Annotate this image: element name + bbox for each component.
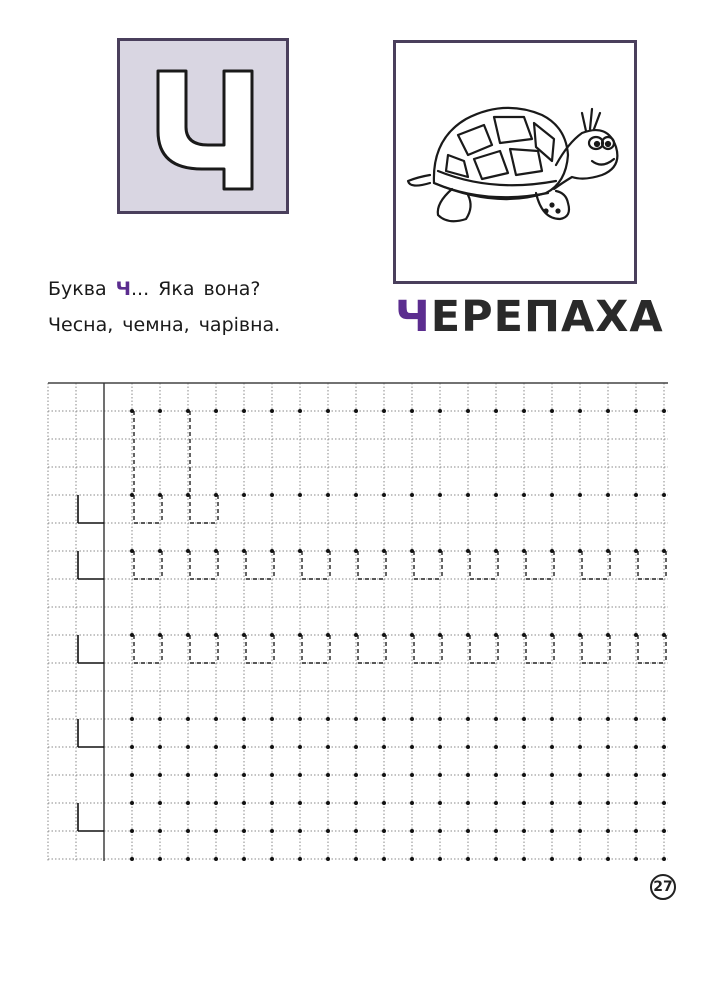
rhyme-line-1-before: Буква: [48, 278, 116, 300]
grid-lines: [48, 383, 668, 861]
word-first-letter: Ч: [395, 292, 431, 342]
rhyme-line-2: Чесна, чемна, чарівна.: [48, 314, 281, 336]
page-number: 27: [650, 874, 676, 900]
rhyme-line-1-after: ... Яка вона?: [131, 278, 261, 300]
letter-guides: [78, 411, 666, 831]
rhyme-letter: Ч: [115, 278, 131, 300]
word-rest: ЕРЕПАХА: [430, 292, 664, 342]
